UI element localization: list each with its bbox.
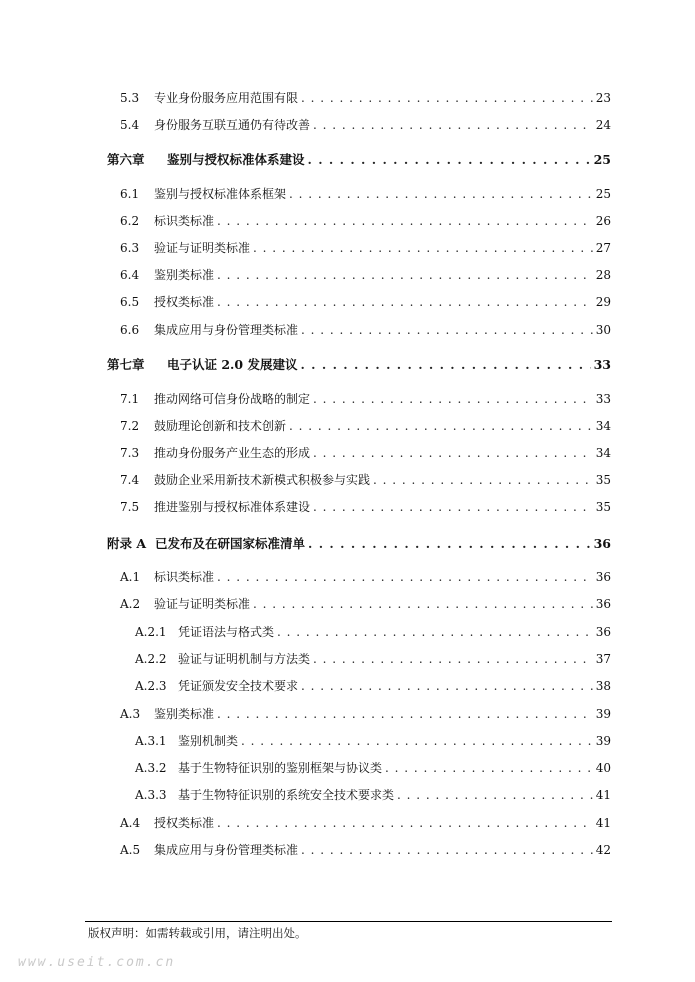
toc-entry-page: 37 (595, 652, 611, 666)
toc-entry-number: A.2.2 (135, 652, 167, 666)
toc-entry-page: 36 (595, 597, 611, 611)
toc-entry-page: 33 (595, 392, 611, 406)
toc-entry-title: 身份服务互联互通仍有待改善 (154, 118, 311, 132)
toc-entry-title: 标识类标准 (154, 570, 215, 584)
toc-entry[interactable] (120, 815, 611, 831)
toc-dot-leader (301, 90, 593, 106)
toc-entry-title: 凭证语法与格式类 (178, 625, 275, 639)
toc-entry[interactable] (120, 213, 611, 229)
toc-entry-number: A.4 (120, 816, 141, 830)
toc-appendix-entry[interactable] (107, 536, 611, 552)
toc-entry[interactable] (120, 391, 611, 407)
toc-entry-number: A.2.1 (135, 625, 167, 639)
toc-entry[interactable] (120, 294, 611, 310)
toc-entry-number: 5.3 (120, 91, 140, 105)
toc-dot-leader (308, 152, 591, 168)
toc-entry-number: 6.5 (120, 295, 140, 309)
toc-entry-title: 验证与证明类标准 (154, 241, 251, 255)
toc-entry-page: 36 (595, 625, 611, 639)
toc-entry-page: 36 (593, 536, 611, 551)
toc-entry-page: 41 (595, 788, 611, 802)
toc-entry-title: 推动身份服务产业生态的形成 (154, 446, 311, 460)
toc-entry-number: 6.3 (120, 241, 140, 255)
toc-subentry[interactable] (135, 651, 611, 667)
toc-chapter-entry[interactable] (107, 152, 611, 168)
toc-entry-title: 授权类标准 (154, 295, 215, 309)
toc-dot-leader (373, 472, 593, 488)
toc-entry[interactable] (120, 117, 611, 133)
toc-entry-page: 34 (595, 419, 611, 433)
toc-entry[interactable] (120, 186, 611, 202)
toc-dot-leader (217, 569, 593, 585)
toc-entry-page: 29 (595, 295, 611, 309)
toc-entry-number: A.3 (120, 707, 141, 721)
toc-entry-number: 6.4 (120, 268, 140, 282)
toc-entry-title: 授权类标准 (154, 816, 215, 830)
toc-dot-leader (289, 186, 593, 202)
toc-dot-leader (313, 117, 593, 133)
toc-entry-page: 40 (595, 761, 611, 775)
toc-entry-title: 鉴别类标准 (154, 707, 215, 721)
toc-entry-number: 7.5 (120, 500, 140, 514)
toc-entry-title: 专业身份服务应用范围有限 (154, 91, 299, 105)
toc-entry-page: 30 (595, 323, 611, 337)
toc-entry-title: 基于生物特征识别的鉴别框架与协议类 (178, 761, 383, 775)
site-watermark: www.useit.com.cn (18, 955, 176, 970)
toc-entry[interactable] (120, 706, 611, 722)
toc-entry-title: 鉴别类标准 (154, 268, 215, 282)
toc-entry[interactable] (120, 322, 611, 338)
toc-dot-leader (300, 357, 590, 373)
toc-dot-leader (313, 651, 593, 667)
toc-entry[interactable] (120, 445, 611, 461)
toc-entry[interactable] (120, 596, 611, 612)
toc-dot-leader (301, 322, 593, 338)
toc-entry-page: 39 (595, 707, 611, 721)
toc-dot-leader (253, 240, 593, 256)
toc-entry-number: A.1 (120, 570, 141, 584)
toc-entry-page: 42 (595, 843, 611, 857)
toc-dot-leader (217, 706, 593, 722)
toc-entry-number: 6.2 (120, 214, 140, 228)
toc-dot-leader (397, 787, 593, 803)
toc-entry-number: 7.2 (120, 419, 140, 433)
toc-dot-leader (301, 842, 593, 858)
toc-dot-leader (277, 624, 593, 640)
toc-entry-title: 鼓励理论创新和技术创新 (154, 419, 287, 433)
toc-entry-title: 推进鉴别与授权标准体系建设 (154, 500, 311, 514)
toc-entry-title: 鼓励企业采用新技术新模式积极参与实践 (154, 473, 371, 487)
toc-entry[interactable] (120, 240, 611, 256)
toc-entry-page: 34 (595, 446, 611, 460)
toc-entry-page: 35 (595, 473, 611, 487)
toc-dot-leader (313, 499, 593, 515)
toc-dot-leader (313, 391, 593, 407)
toc-entry-title: 鉴别机制类 (178, 734, 239, 748)
toc-entry-page: 41 (595, 816, 611, 830)
toc-entry-title: 基于生物特征识别的系统安全技术要求类 (178, 788, 395, 802)
toc-entry-title: 电子认证 2.0 发展建议 (167, 357, 298, 372)
toc-entry-title: 集成应用与身份管理类标准 (154, 843, 299, 857)
toc-entry[interactable] (120, 842, 611, 858)
toc-entry-number: 附录 A (107, 536, 147, 551)
toc-entry-number: A.3.2 (135, 761, 167, 775)
toc-entry-number: 7.4 (120, 473, 140, 487)
toc-entry-number: 5.4 (120, 118, 140, 132)
toc-entry-number: A.3.1 (135, 734, 167, 748)
toc-dot-leader (217, 267, 593, 283)
toc-subentry[interactable] (135, 760, 611, 776)
toc-chapter-entry[interactable] (107, 357, 611, 373)
toc-entry-number: 6.6 (120, 323, 140, 337)
toc-dot-leader (289, 418, 593, 434)
toc-entry-title: 标识类标准 (154, 214, 215, 228)
toc-entry-title: 凭证颁发安全技术要求 (178, 679, 299, 693)
toc-entry-title: 验证与证明机制与方法类 (178, 652, 311, 666)
footer-divider (85, 921, 612, 922)
toc-dot-leader (313, 445, 593, 461)
toc-entry-page: 27 (595, 241, 611, 255)
toc-entry-title: 鉴别与授权标准体系框架 (154, 187, 287, 201)
toc-entry-number: A.2 (120, 597, 141, 611)
toc-entry-title: 推动网络可信身份战略的制定 (154, 392, 311, 406)
toc-entry-page: 24 (595, 118, 611, 132)
toc-entry[interactable] (120, 472, 611, 488)
toc-dot-leader (217, 213, 593, 229)
toc-entry[interactable] (120, 569, 611, 585)
toc-entry-number: 7.3 (120, 446, 140, 460)
copyright-notice: 版权声明：如需转载或引用，请注明出处。 (88, 926, 307, 940)
toc-subentry[interactable] (135, 678, 611, 694)
toc-entry-number: A.2.3 (135, 679, 167, 693)
toc-entry-page: 25 (593, 152, 611, 167)
toc-entry-number: 第七章 (107, 357, 145, 372)
toc-entry-page: 39 (595, 734, 611, 748)
toc-entry[interactable] (120, 418, 611, 434)
toc-dot-leader (253, 596, 593, 612)
toc-entry-title: 已发布及在研国家标准清单 (155, 536, 306, 551)
toc-dot-leader (241, 733, 593, 749)
toc-entry-number: 第六章 (107, 152, 145, 167)
toc-entry-number: A.3.3 (135, 788, 167, 802)
toc-dot-leader (308, 536, 591, 552)
toc-dot-leader (217, 815, 593, 831)
toc-entry-number: 7.1 (120, 392, 140, 406)
toc-entry-page: 35 (595, 500, 611, 514)
toc-entry-page: 33 (593, 357, 611, 372)
toc-entry-page: 38 (595, 679, 611, 693)
toc-entry-number: A.5 (120, 843, 141, 857)
toc-entry-page: 23 (595, 91, 611, 105)
toc-subentry[interactable] (135, 733, 611, 749)
toc-subentry[interactable] (135, 787, 611, 803)
toc-entry[interactable] (120, 499, 611, 515)
toc-dot-leader (301, 678, 593, 694)
toc-entry-page: 28 (595, 268, 611, 282)
toc-entry-page: 26 (595, 214, 611, 228)
toc-entry-title: 鉴别与授权标准体系建设 (167, 152, 305, 167)
toc-entry-number: 6.1 (120, 187, 140, 201)
toc-entry-page: 25 (595, 187, 611, 201)
toc-subentry[interactable] (135, 624, 611, 640)
toc-entry-page: 36 (595, 570, 611, 584)
toc-entry[interactable] (120, 90, 611, 106)
toc-dot-leader (385, 760, 593, 776)
toc-dot-leader (217, 294, 593, 310)
toc-entry-title: 验证与证明类标准 (154, 597, 251, 611)
toc-entry-title: 集成应用与身份管理类标准 (154, 323, 299, 337)
toc-entry[interactable] (120, 267, 611, 283)
